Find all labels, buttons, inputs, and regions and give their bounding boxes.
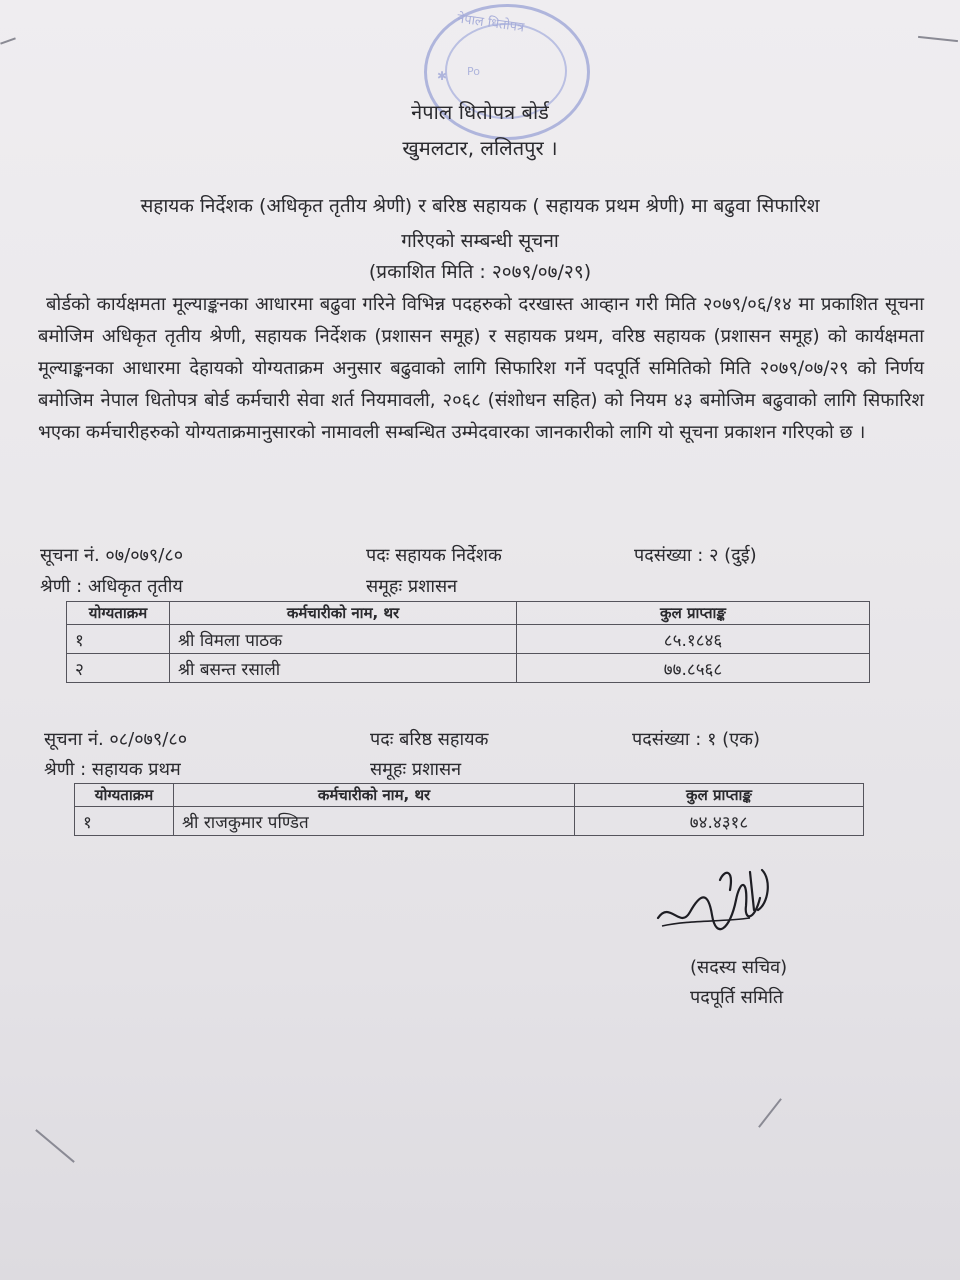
pin-top-left bbox=[0, 37, 16, 44]
notice-subject-line1: सहायक निर्देशक (अधिकृत तृतीय श्रेणी) र बरिष्ठ सहायक ( सहायक प्रथम श्रेणी) मा बढुवा सिफारिश bbox=[140, 195, 820, 217]
col-score-header: कुल प्राप्ताङ्क bbox=[517, 602, 870, 625]
s2-positions: पदसंख्या : १ (एक) bbox=[632, 729, 760, 750]
pin-bottom-right bbox=[758, 1098, 782, 1128]
s1-notice-no: सूचना नं. ०७/०७९/८० bbox=[40, 545, 184, 566]
col-rank-header: योग्यताक्रम bbox=[67, 602, 170, 625]
s1-positions: पदसंख्या : २ (दुई) bbox=[634, 545, 757, 566]
pin-top-right bbox=[918, 36, 958, 42]
handwritten-signature bbox=[650, 860, 780, 950]
signatory-committee: पदपूर्ति समिति bbox=[690, 987, 784, 1008]
merit-table-2 bbox=[74, 783, 864, 836]
rank-cell: १ bbox=[67, 625, 170, 654]
name-cell: श्री राजकुमार पण्डित bbox=[174, 807, 575, 836]
seal-star-icon: ✱ bbox=[437, 69, 448, 83]
org-address: खुमलटार, ललितपुर । bbox=[402, 136, 558, 160]
signatory-title: (सदस्य सचिव) bbox=[690, 957, 788, 978]
col-score-header: कुल प्राप्ताङ्क bbox=[575, 784, 864, 807]
notice-body: बोर्डको कार्यक्षमता मूल्याङ्कनका आधारमा बढुवा गरिने विभिन्न पदहरुको दरखास्त आव्हान गरी मिति २०७९/०६/१४ मा प्रकाशित सूचना बमोजिम अधिकृत तृतीय श्रेणी, सहायक निर्देशक (प्रशासन समूह) र सहायक प्रथम, वरिष्ठ सहायक (प्रशासन समूह) को कार्यक्षमता मूल्याङ्कनका आधारमा देहायको योग्यताक्रम अनुसार बढुवाको लागि सिफारिश गर्ने पदपूर्ति समितिको मिति २०७९/०७/२९ को निर्णय बमोजिम नेपाल धितोपत्र बोर्ड कर्मचारी सेवा शर्त नियमावली, २०६८ (संशोधन सहित) को नियम ४३ बमोजिम बढुवाको लागि सिफारिश भएका कर्मचारीहरुको योग्यताक्रमानुसारको नामावली सम्बन्धित उम्मेदवारका जानकारीको लागि यो सूचना प्रकाशन गरिएको छ । bbox=[38, 294, 924, 443]
col-name-header: कर्मचारीको नाम, थर bbox=[174, 784, 575, 807]
col-rank-header: योग्यताक्रम bbox=[75, 784, 174, 807]
score-cell: ७७.८५६८ bbox=[517, 654, 870, 683]
org-name: नेपाल धितोपत्र बोर्ड bbox=[411, 100, 549, 124]
table-header-row bbox=[67, 602, 870, 625]
table-row bbox=[75, 807, 864, 836]
score-cell: ७४.४३१८ bbox=[575, 807, 864, 836]
score-cell: ८५.१८४६ bbox=[517, 625, 870, 654]
notice-subject-line2: गरिएको सम्बन्धी सूचना bbox=[401, 230, 559, 252]
col-name-header: कर्मचारीको नाम, थर bbox=[170, 602, 517, 625]
name-cell: श्री बसन्त रसाली bbox=[170, 654, 517, 683]
s1-post: पदः सहायक निर्देशक bbox=[366, 545, 502, 566]
s2-post: पदः बरिष्ठ सहायक bbox=[370, 729, 489, 750]
seal-text: नेपाल धितोपत्र bbox=[456, 11, 526, 36]
table-header-row bbox=[75, 784, 864, 807]
s2-notice-no: सूचना नं. ०८/०७९/८० bbox=[44, 729, 188, 750]
published-date: (प्रकाशित मिति : २०७९/०७/२९) bbox=[368, 261, 592, 283]
s1-group: समूहः प्रशासन bbox=[366, 576, 458, 597]
name-cell: श्री विमला पाठक bbox=[170, 625, 517, 654]
s2-level: श्रेणी : सहायक प्रथम bbox=[44, 759, 181, 780]
s1-level: श्रेणी : अधिकृत तृतीय bbox=[40, 576, 183, 597]
s2-group: समूहः प्रशासन bbox=[370, 759, 462, 780]
seal-small-text: Po bbox=[467, 65, 480, 78]
rank-cell: २ bbox=[67, 654, 170, 683]
rank-cell: १ bbox=[75, 807, 174, 836]
table-row bbox=[67, 625, 870, 654]
pin-bottom-left bbox=[35, 1129, 75, 1163]
merit-table-1 bbox=[66, 601, 870, 683]
table-row bbox=[67, 654, 870, 683]
